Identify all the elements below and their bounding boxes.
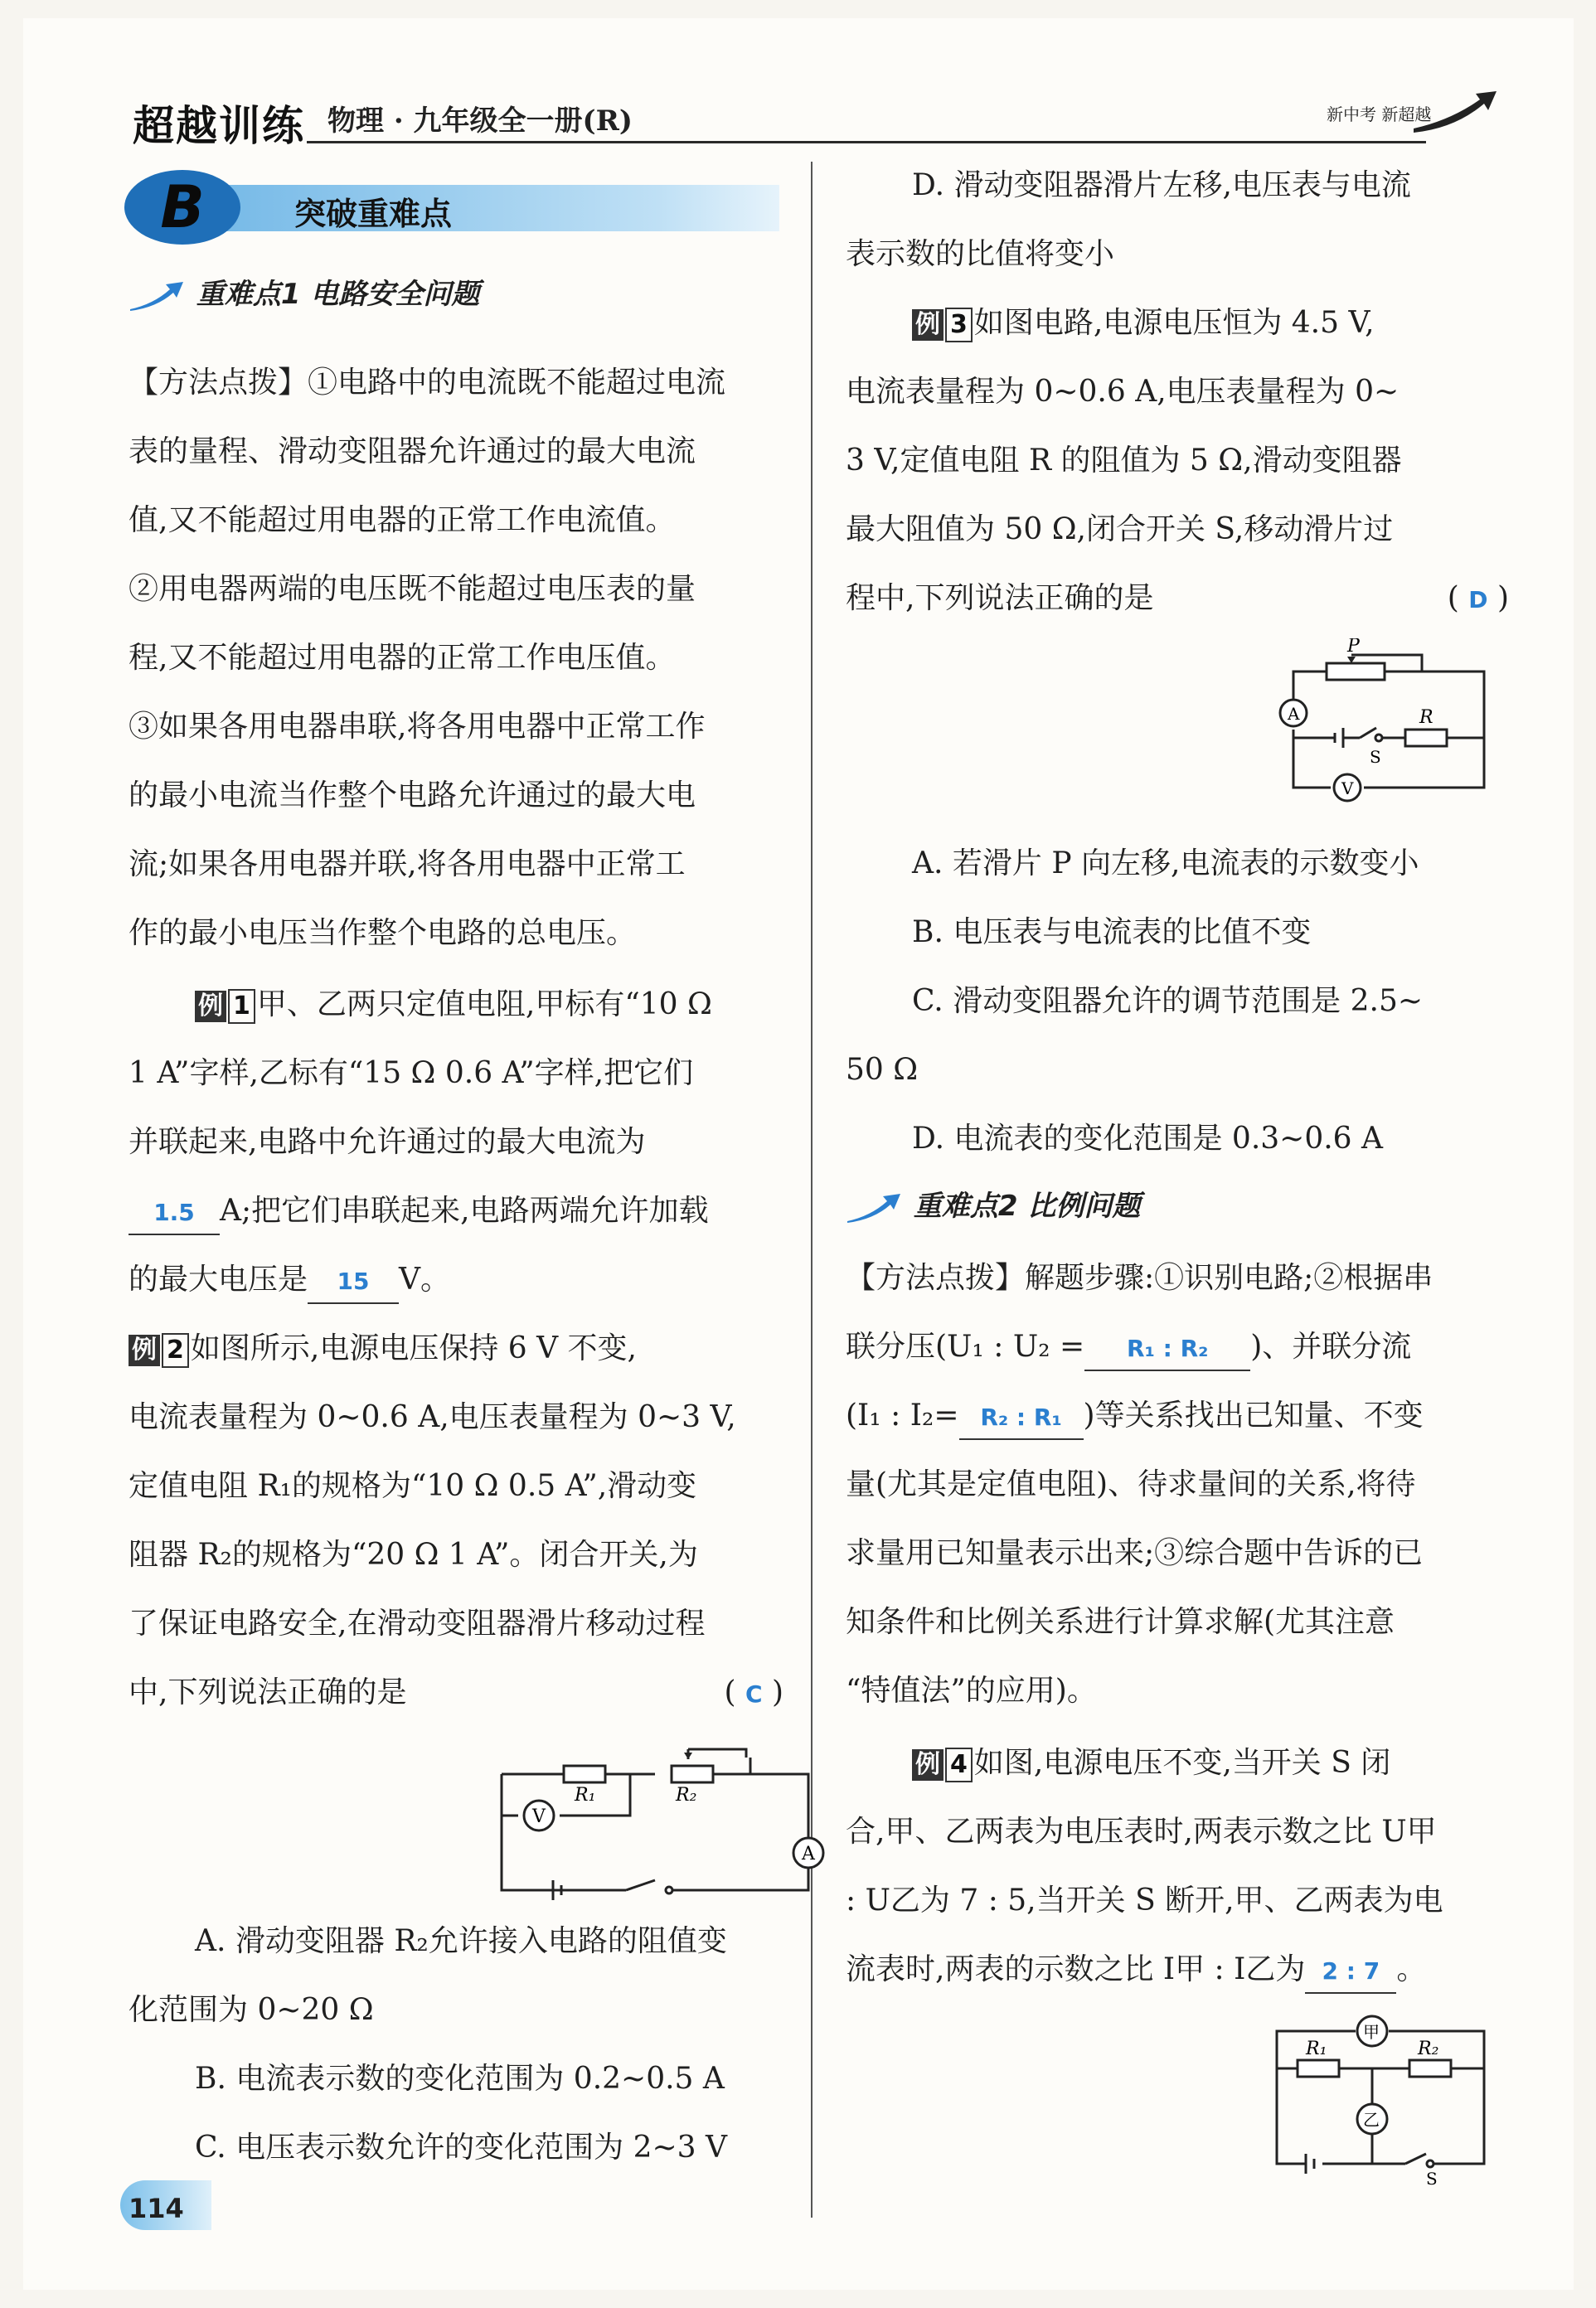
circuit-diagram-ex3	[1053, 638, 1596, 812]
example-1	[129, 970, 783, 1314]
example-text: 中,下列说法正确的是	[129, 1675, 407, 1709]
example-tag: 例	[195, 991, 226, 1022]
example-text: 如图电路,电源电压恒为 4.5 V,	[973, 306, 1375, 340]
example-number: 1	[228, 989, 255, 1024]
example-text: 阻器 R₂的规格为“20 Ω 1 A”。闭合开关,为	[129, 1538, 698, 1572]
answer-paren: ( D )	[1447, 581, 1509, 615]
example-text: 定值电阻 R₁的规格为“10 Ω 0.5 A”,滑动变	[129, 1469, 697, 1503]
voltmeter-label: V	[1341, 778, 1354, 798]
option-b: B. 电压表与电流表的比值不变	[912, 915, 1312, 949]
example-tag: 例	[129, 1335, 160, 1366]
section-banner	[124, 170, 779, 245]
method-line: 知条件和比例关系进行计算求解(尤其注意	[846, 1605, 1395, 1639]
page-number: 114	[129, 2193, 184, 2224]
method-line: 流;如果各用电器并联,将各用电器中正常工	[129, 847, 686, 881]
option-c-cont: 50 Ω	[846, 1053, 919, 1087]
method-line: 表的量程、滑动变阻器允许通过的最大电流	[129, 434, 696, 468]
arrow-icon	[129, 279, 187, 313]
switch-label: S	[1370, 747, 1381, 767]
example-text: A;把它们串联起来,电路两端允许加载	[220, 1194, 709, 1228]
option-b: B. 电流表示数的变化范围为 0.2~0.5 A	[195, 2062, 725, 2096]
header-rule	[307, 141, 1426, 143]
brand-title: 超越训练	[133, 102, 305, 150]
ammeter-label: A	[1288, 704, 1300, 724]
method-line: 值,又不能超过用电器的正常工作电流值。	[129, 503, 676, 537]
method-line: 解题步骤:①识别电路;②根据串	[1025, 1261, 1433, 1295]
option-c: C. 滑动变阻器允许的调节范围是 2.5~	[912, 984, 1424, 1018]
answer-paren: ( C )	[724, 1675, 783, 1709]
ex2-option-d	[846, 151, 1509, 288]
option-a: A. 若滑片 P 向左移,电流表的示数变小	[912, 846, 1419, 880]
slider-label: P	[1347, 638, 1360, 657]
option-a-cont: 化范围为 0~20 Ω	[129, 1993, 374, 2027]
r2-label: R₂	[1418, 2039, 1439, 2059]
example-text: V。	[399, 1263, 451, 1297]
example-text: 甲、乙两只定值电阻,甲标有“10 Ω	[256, 987, 712, 1021]
example-3	[846, 288, 1509, 633]
method-label: 【方法点拨】	[129, 366, 308, 400]
ex2-options	[129, 1907, 783, 2182]
method-line: )、并联分流	[1250, 1330, 1412, 1364]
method-line: ②用电器两端的电压既不能超过电压表的量	[129, 572, 696, 606]
subject-title: 物理 · 九年级全一册(R)	[327, 104, 633, 138]
header-tag: 新中考 新超越	[1327, 104, 1432, 124]
answer-blank: R₁ : R₂	[1084, 1328, 1250, 1371]
example-text: 最大阻值为 50 Ω,闭合开关 S,移动滑片过	[846, 512, 1394, 546]
example-number: 3	[945, 308, 973, 342]
example-2	[129, 1314, 783, 1727]
ammeter-label: A	[802, 1844, 815, 1864]
arrow-icon	[846, 1191, 904, 1224]
ex3-options	[846, 829, 1509, 1173]
example-number: 2	[162, 1333, 189, 1368]
example-text: 电流表量程为 0~0.6 A,电压表量程为 0~3 V,	[129, 1400, 736, 1434]
method-line: 程,又不能超过用电器的正常工作电压值。	[129, 641, 676, 675]
kp1-heading	[129, 269, 783, 319]
kp1-title: 重难点1 电路安全问题	[196, 278, 480, 311]
example-text: : U乙为 7 : 5,当开关 S 断开,甲、乙两表为电	[846, 1884, 1443, 1918]
method-line: 求量用已知量表示出来;③综合题中告诉的已	[846, 1536, 1424, 1570]
example-text: 1 A”字样,乙标有“15 Ω 0.6 A”字样,把它们	[129, 1056, 694, 1090]
kp2-heading	[846, 1181, 1509, 1231]
voltmeter-label: V	[532, 1806, 546, 1827]
circuit-diagram-ex4	[1053, 2006, 1596, 2189]
example-tag: 例	[912, 1749, 944, 1781]
column-divider	[811, 162, 813, 2218]
example-text: 3 V,定值电阻 R 的阻值为 5 Ω,滑动变阻器	[846, 444, 1402, 478]
section-letter: B	[124, 170, 240, 245]
answer-blank: 2 : 7	[1305, 1951, 1396, 1994]
method-line: 量(尤其是定值电阻)、待求量间的关系,将待	[846, 1467, 1416, 1501]
example-tag: 例	[912, 309, 944, 341]
example-text: 如图,电源电压不变,当开关 S 闭	[973, 1746, 1391, 1780]
section-title: 突破重难点	[294, 196, 453, 232]
example-text: 流表时,两表的示数之比 I甲 : I乙为	[846, 1952, 1306, 1986]
method-line: ③如果各用电器串联,将各用电器中正常工作	[129, 710, 706, 744]
kp2-method	[846, 1244, 1509, 1725]
example-text: 了保证电路安全,在滑动变阻器滑片移动过程	[129, 1607, 706, 1641]
example-text: 合,甲、乙两表为电压表时,两表示数之比 U甲	[846, 1815, 1437, 1849]
section-bar	[174, 185, 779, 231]
method-line: 作的最小电压当作整个电路的总电压。	[129, 916, 637, 950]
method-line: 联分压(U₁ : U₂ =	[846, 1330, 1085, 1364]
example-text: 。	[1396, 1952, 1427, 1986]
method-line: ①电路中的电流既不能超过电流	[308, 366, 726, 400]
option-d: D. 滑动变阻器滑片左移,电压表与电流	[912, 168, 1411, 202]
arrow-icon	[1409, 87, 1501, 137]
option-c: C. 电压表示数允许的变化范围为 2~3 V	[195, 2131, 728, 2165]
method-label: 【方法点拨】	[846, 1261, 1026, 1295]
answer-blank: 15	[308, 1261, 399, 1304]
meter-yi-label: 乙	[1363, 2110, 1380, 2130]
option-d: D. 电流表的变化范围是 0.3~0.6 A	[912, 1122, 1384, 1156]
option-a: A. 滑动变阻器 R₂允许接入电路的阻值变	[195, 1924, 727, 1958]
example-text: 程中,下列说法正确的是	[846, 581, 1154, 615]
resistor-label: R	[1419, 707, 1433, 728]
example-text: 的最大电压是	[129, 1263, 308, 1297]
r2-label: R₂	[676, 1785, 697, 1806]
method-line: “特值法”的应用)。	[846, 1674, 1097, 1708]
example-text: 并联起来,电路中允许通过的最大电流为	[129, 1125, 646, 1159]
kp2-title: 重难点2 比例问题	[913, 1190, 1141, 1223]
answer-blank: 1.5	[129, 1192, 220, 1235]
example-number: 4	[945, 1748, 973, 1782]
switch-label: S	[1426, 2169, 1438, 2189]
example-text: 如图所示,电源电压保持 6 V 不变,	[190, 1331, 637, 1365]
meter-jia-label: 甲	[1363, 2022, 1380, 2042]
answer-blank: R₂ : R₁	[959, 1397, 1084, 1440]
example-4	[846, 1729, 1509, 2004]
method-line: 的最小电流当作整个电路允许通过的最大电	[129, 778, 696, 812]
answer-value: D	[1468, 586, 1488, 613]
kp1-method	[129, 348, 783, 967]
method-line: (I₁ : I₂=	[846, 1399, 959, 1433]
example-text: 电流表量程为 0~0.6 A,电压表量程为 0~	[846, 375, 1400, 409]
method-line: )等关系找出已知量、不变	[1083, 1399, 1424, 1433]
option-d-cont: 表示数的比值将变小	[846, 237, 1115, 271]
answer-value: C	[745, 1680, 763, 1708]
r1-label: R₁	[575, 1785, 596, 1806]
r1-label: R₁	[1306, 2039, 1327, 2059]
